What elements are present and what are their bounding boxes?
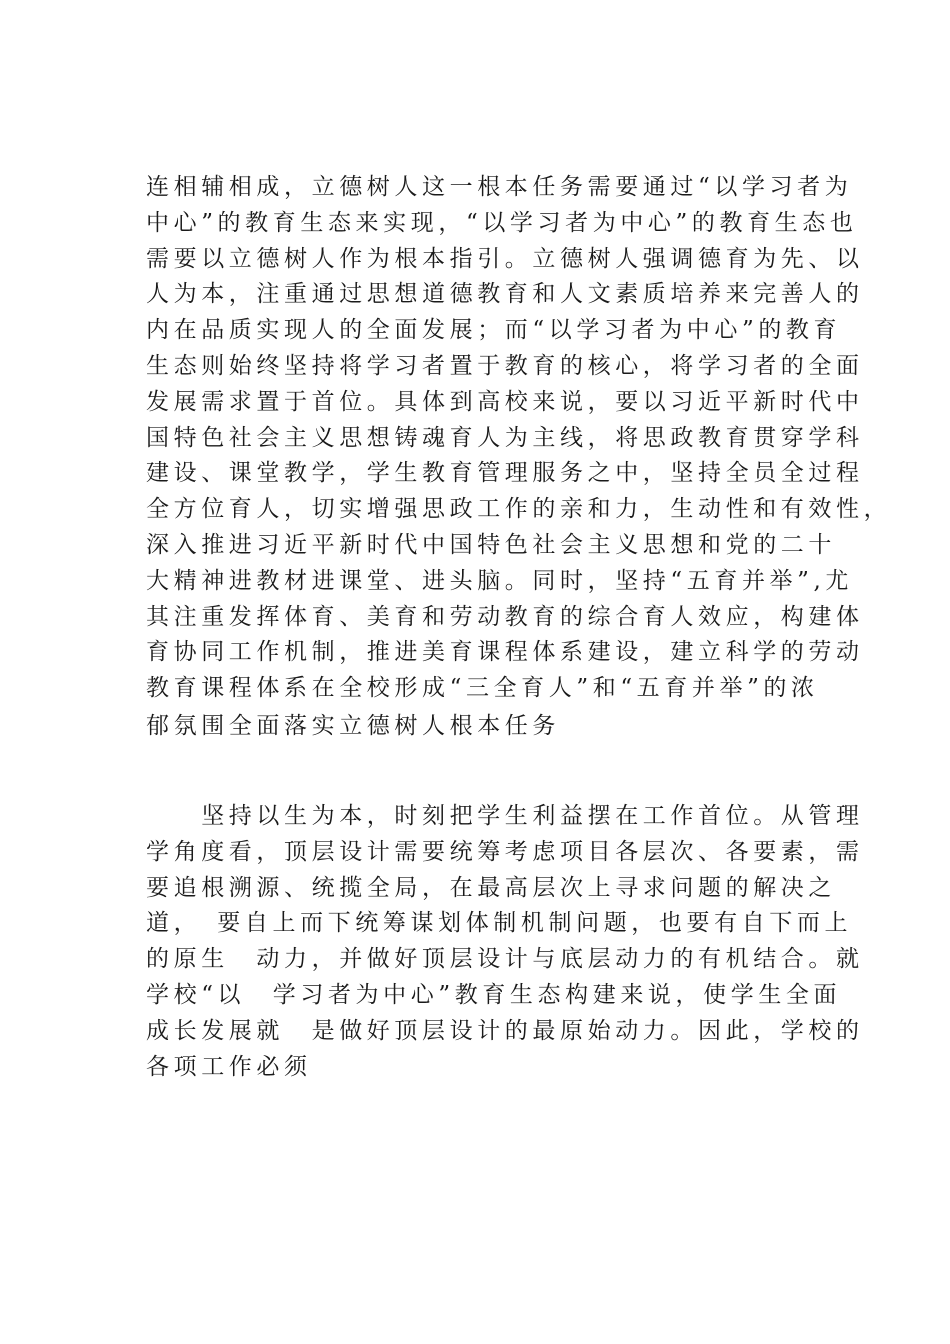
paragraph-2 <box>146 799 864 1085</box>
text-line: 发展需求置于首位。具体到高校来说，要以习近平新时代中 <box>146 388 864 415</box>
text-line: 学校“以 学习者为中心”教育生态构建来说，使学生全面 <box>146 981 842 1008</box>
text-line: 坚持以生为本，时刻把学生利益摆在工作首位。从管理 <box>146 803 864 829</box>
text-line: 生态则始终坚持将学习者置于教育的核心，将学习者的全面 <box>146 352 864 379</box>
text-line: 各项工作必须 <box>146 1053 312 1080</box>
text-line: 要追根溯源、统揽全局，在最高层次上寻求问题的解决之 <box>146 874 836 901</box>
text-line: 中心”的教育生态来实现，“以学习者为中心”的教育生态也 <box>146 209 858 236</box>
text-line: 教育课程体系在全校形成“三全育人”和“五育并举”的浓 <box>146 675 819 702</box>
text-line: 育协同工作机制，推进美育课程体系建设，建立科学的劳动 <box>146 639 864 666</box>
text-line: 学角度看，顶层设计需要统筹考虑项目各层次、各要素，需 <box>146 838 864 865</box>
text-line: 深入推进习近平新时代中国特色社会主义思想和党的二十 <box>146 531 836 558</box>
text-line: 内在品质实现人的全面发展；而“以学习者为中心”的教育 <box>146 317 842 344</box>
text-line: 其注重发挥体育、美育和劳动教育的综合育人效应，构建体 <box>146 603 864 630</box>
text-line: 成长发展就 是做好顶层设计的最原始动力。因此，学校的 <box>146 1017 864 1044</box>
text-line: 建设、课堂教学，学生教育管理服务之中，坚持全员全过程 <box>146 460 864 487</box>
text-line: 国特色社会主义思想铸魂育人为主线，将思政教育贯穿学科 <box>146 424 864 451</box>
paragraph-1 <box>146 170 892 745</box>
text-line: 人为本，注重通过思想道德教育和人文素质培养来完善人的 <box>146 281 864 308</box>
text-line: 郁氛围全面落实立德树人根本任务 <box>146 712 560 739</box>
text-line: 全方位育人，切实增强思政工作的亲和力，生动性和有效性， <box>146 496 892 523</box>
text-line: 的原生 动力，并做好顶层设计与底层动力的有机结合。就 <box>146 946 864 973</box>
text-line: 道， 要自上而下统筹谋划体制机制问题，也要有自下而上 <box>146 910 853 937</box>
text-line: 需要以立德树人作为根本指引。立德树人强调德育为先、以 <box>146 245 864 272</box>
text-line: 大精神进教材进课堂、进头脑。同时，坚持“五育并举”,尤 <box>146 567 854 594</box>
text-line: 连相辅相成，立德树人这一根本任务需要通过“以学习者为 <box>146 174 853 200</box>
